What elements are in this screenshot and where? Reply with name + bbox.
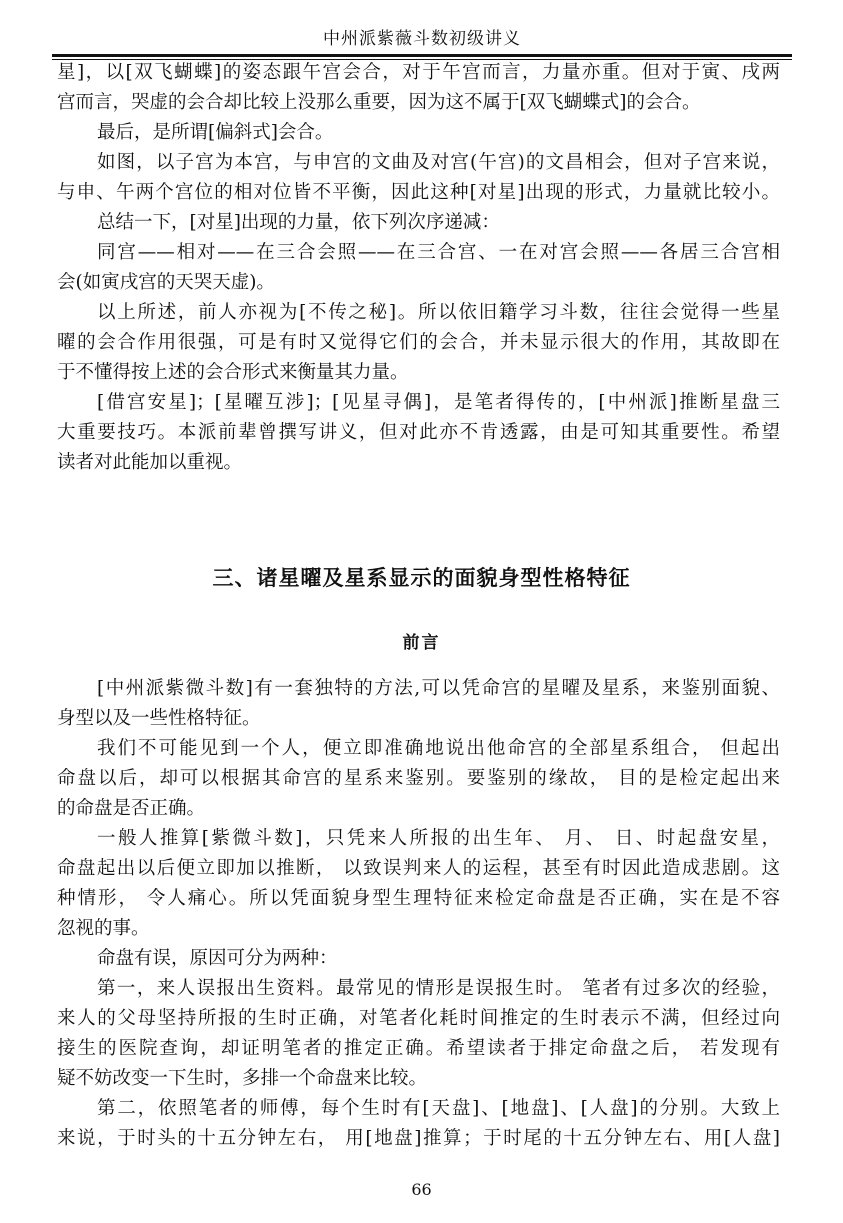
text-line: [中州派紫微斗数]有一套独特的方法,可以凭命宫的星曜及星系，来鉴别面貌、 [97, 678, 780, 699]
text-line: 如图，以子宫为本宫，与申宫的文曲及对宫(午宫)的文昌相会，但对子宫来说， [97, 152, 780, 173]
text-line: 疑不妨改变一下生时，多排一个命盘来比较。 [57, 1068, 428, 1089]
header-title: 中州派紫薇斗数初级讲义 [323, 29, 521, 49]
text-line: [借宫安星]；[星曜互涉]；[见星寻偶]，是笔者得传的，[中州派]推断星盘三 [97, 392, 780, 413]
page-number: 66 [411, 1180, 432, 1199]
text-line: 会(如寅戌宫的天哭天虚)。 [57, 272, 275, 293]
text-line: 我们不可能见到一个人，便立即准确地说出他命宫的全部星系组合， 但起出 [97, 738, 780, 759]
top-text-block [57, 58, 780, 478]
text-line: 一般人推算[紫微斗数]，只凭来人所报的出生年、 月、 日、时起盘安星， [97, 828, 780, 849]
text-line: 曜的会合作用很强，可是有时又觉得它们的会合，并未显示很大的作用，其故即在 [57, 332, 780, 353]
text-line: 与申、午两个宫位的相对位皆不平衡，因此这种[对星]出现的形式，力量就比较小。 [57, 182, 780, 203]
bottom-text-block [57, 674, 780, 1154]
header-rule-thick [52, 54, 792, 57]
text-line: 同宫——相对——在三合会照——在三合宫、一在对宫会照——各居三合宫相 [97, 242, 780, 263]
text-line: 身型以及一些性格特征。 [57, 708, 261, 729]
text-line: 读者对此能加以重视。 [57, 452, 243, 473]
text-line: 种情形， 令人痛心。所以凭面貌身型生理特征来检定命盘是否正确，实在是不容 [57, 888, 780, 909]
text-line: 于不懂得按上述的会合形式来衡量其力量。 [57, 362, 409, 383]
text-line: 大重要技巧。本派前辈曾撰写讲义，但对此亦不肯透露，由是可知其重要性。希望 [57, 422, 780, 443]
text-line: 来说，于时头的十五分钟左右， 用[地盘]推算；于时尾的十五分钟左右、用[人盘] [57, 1128, 780, 1149]
section-subtitle: 前言 [402, 633, 441, 653]
text-line: 星]，以[双飞蝴蝶]的姿态跟午宫会合，对于午宫而言，力量亦重。但对于寅、戌两 [57, 62, 780, 83]
text-line: 命盘有误，原因可分为两种： [97, 948, 338, 969]
text-line: 来人的父母坚持所报的生时正确，对笔者化耗时间推定的生时表示不满，但经过向 [57, 1008, 780, 1029]
text-line: 第二，依照笔者的师傅，每个生时有[天盘]、[地盘]、[人盘]的分别。大致上 [97, 1098, 780, 1119]
text-line: 命盘以后，却可以根据其命宫的星系来鉴别。要鉴别的缘故， 目的是检定起出来 [57, 768, 780, 789]
text-line: 第一，来人误报出生资料。最常见的情形是误报生时。 笔者有过多次的经验， [97, 978, 780, 999]
text-line: 的命盘是否正确。 [57, 798, 206, 819]
text-line: 忽视的事。 [57, 918, 150, 939]
section-title: 三、诸星曜及星系显示的面貌身型性格特征 [212, 566, 631, 590]
text-line: 宫而言，哭虚的会合却比较上没那么重要，因为这不属于[双飞蝴蝶式]的会合。 [57, 92, 701, 113]
text-line: 总结一下，[对星]出现的力量，依下列次序递减： [97, 212, 500, 233]
text-line: 命盘起出以后便立即加以推断， 以致误判来人的运程，甚至有时因此造成悲剧。这 [57, 858, 780, 879]
text-line: 以上所述，前人亦视为[不传之秘]。所以依旧籍学习斗数，往往会觉得一些星 [97, 302, 780, 323]
text-line: 接生的医院查询，却证明笔者的推定正确。希望读者于排定命盘之后， 若发现有 [57, 1038, 780, 1059]
text-line: 最后，是所谓[偏斜式]会合。 [97, 122, 334, 143]
